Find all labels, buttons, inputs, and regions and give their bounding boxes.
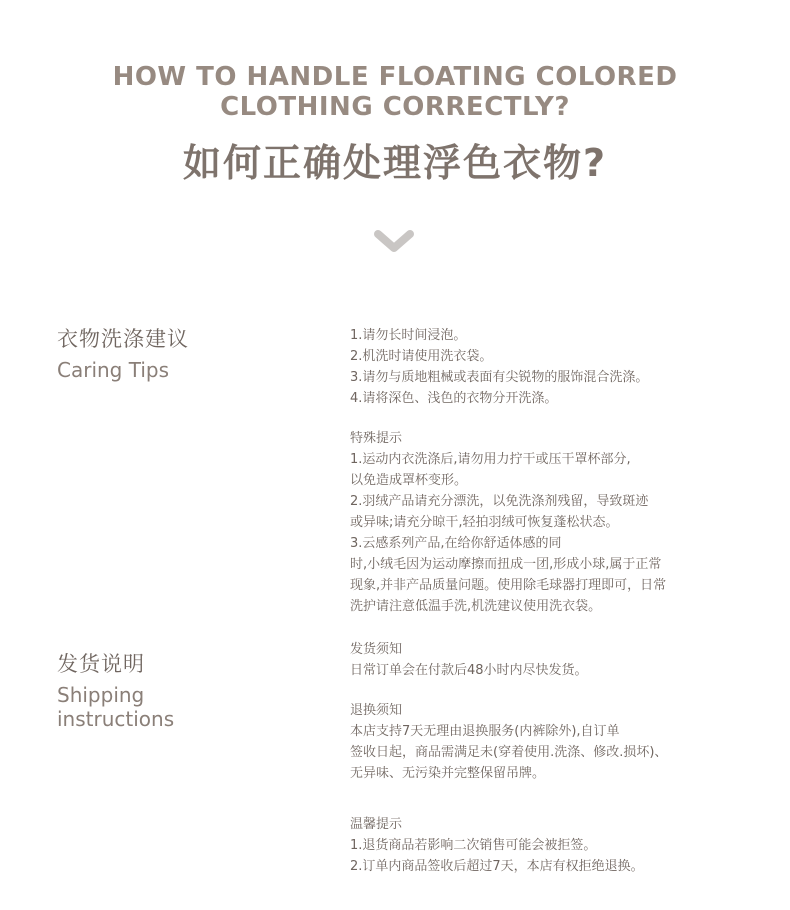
special-tip-line: 2.羽绒产品请充分漂洗，以免洗涤剂残留，导致斑迹 <box>350 494 649 509</box>
tip-item: 2.机洗时请使用洗衣袋。 <box>350 349 493 364</box>
special-tip-line: 时,小绒毛因为运动摩擦而扭成一团,形成小球,属于正常 <box>350 557 662 572</box>
title-english-line-2: CLOTHING CORRECTLY? <box>220 92 570 122</box>
special-tip-line: 以免造成罩杯变形。 <box>350 473 468 488</box>
shipping-heading <box>57 649 174 731</box>
return-line: 无异味、无污染并完整保留吊牌。 <box>350 766 546 781</box>
caring-tips-heading-en: Caring Tips <box>57 358 170 382</box>
caring-tips-heading <box>57 324 189 382</box>
title-english-line-1: HOW TO HANDLE FLOATING COLORED <box>112 62 678 92</box>
delivery-text: 日常订单会在付款后48小时内尽快发货。 <box>350 663 588 678</box>
shipping-heading-cn: 发货说明 <box>57 652 145 676</box>
reminder-line: 1.退货商品若影响二次销售可能会被拒签。 <box>350 838 597 853</box>
reminder-line: 2.订单内商品签收后超过7天，本店有权拒绝退换。 <box>350 859 644 874</box>
reminder-title: 温馨提示 <box>350 817 403 832</box>
title-chinese: 如何正确处理浮色衣物? <box>182 141 608 185</box>
chevron-down-icon <box>372 226 416 256</box>
special-tip-line: 现象,并非产品质量问题。使用除毛球器打理即可，日常 <box>350 578 667 593</box>
shipping-content <box>350 639 770 877</box>
tip-item: 4.请将深色、浅色的衣物分开洗涤。 <box>350 391 558 406</box>
caring-tips-heading-cn: 衣物洗涤建议 <box>57 327 189 351</box>
special-tip-line: 洗护请注意低温手洗,机洗建议使用洗衣袋。 <box>350 599 602 614</box>
shipping-heading-en-line-1: Shipping <box>57 683 145 707</box>
delivery-title: 发货须知 <box>350 642 403 657</box>
shipping-heading-en-line-2: instructions <box>57 707 175 731</box>
special-tip-line: 3.云感系列产品,在给你舒适体感的同 <box>350 536 562 551</box>
special-tip-line: 1.运动内衣洗涤后,请勿用力拧干或压干罩杯部分, <box>350 452 631 467</box>
special-tip-line: 或异味;请充分晾干,轻拍羽绒可恢复蓬松状态。 <box>350 515 619 530</box>
tip-item: 1.请勿长时间浸泡。 <box>350 328 467 343</box>
special-tips-title: 特殊提示 <box>350 431 403 446</box>
return-line: 本店支持7天无理由退换服务(内裤除外),自订单 <box>350 724 620 739</box>
tip-item: 3.请勿与质地粗械或表面有尖锐物的服饰混合洗涤。 <box>350 370 649 385</box>
return-title: 退换须知 <box>350 703 403 718</box>
return-line: 签收日起，商品需满足未(穿着使用.洗涤、修改.损坏)、 <box>350 745 668 760</box>
caring-tips-content <box>350 325 770 617</box>
title-english <box>0 62 790 122</box>
